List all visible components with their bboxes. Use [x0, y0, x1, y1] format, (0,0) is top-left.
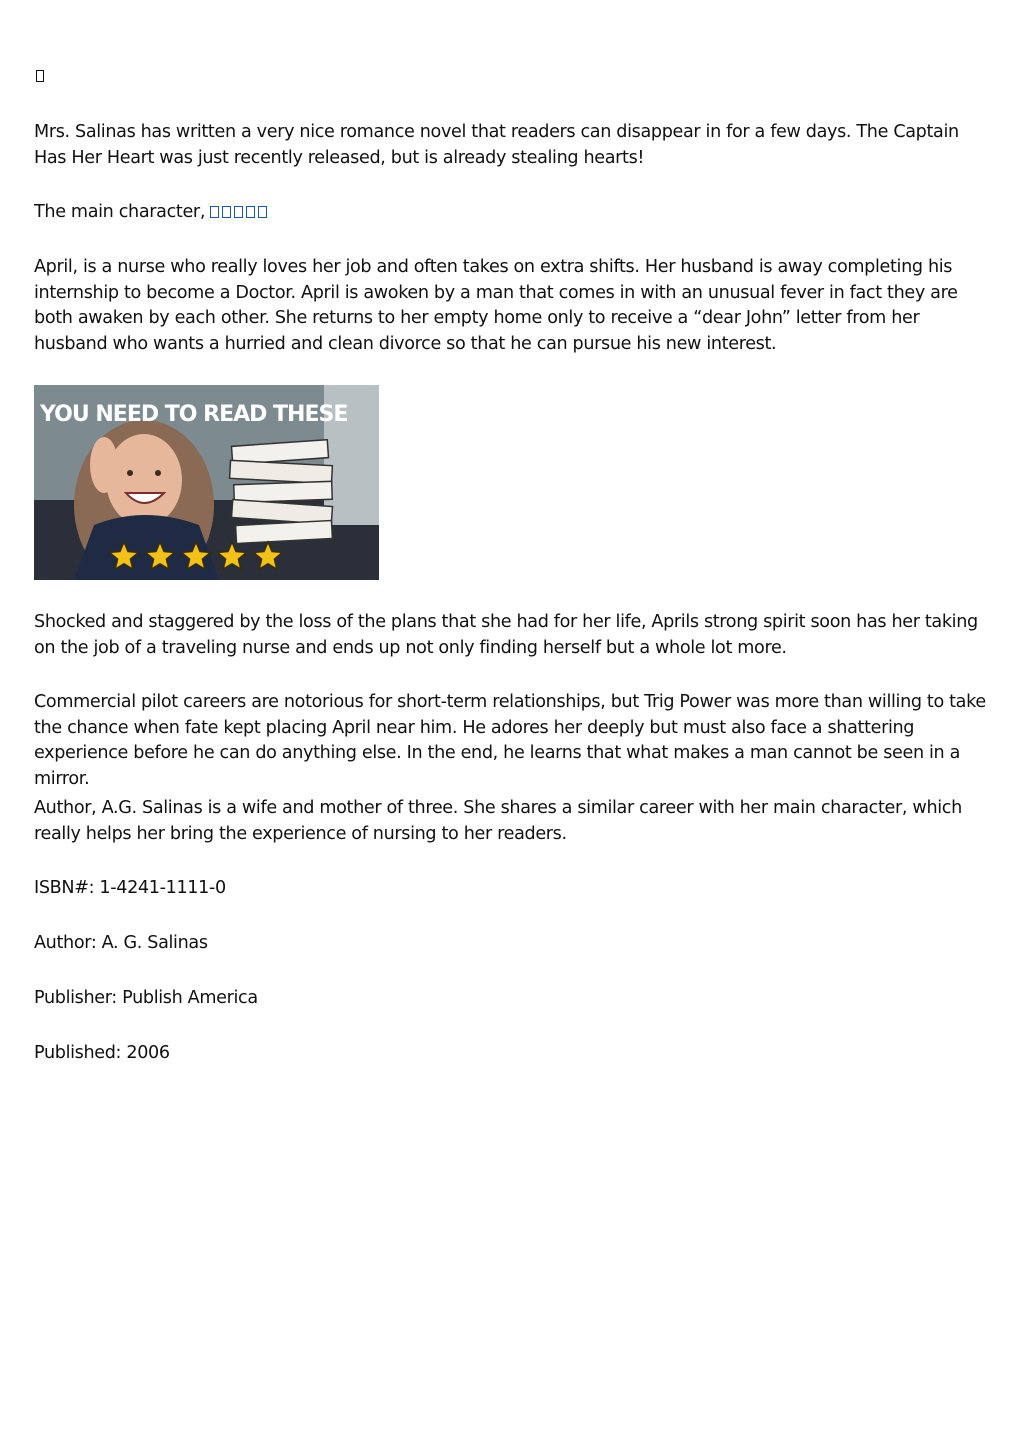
missing-glyph-icon — [234, 206, 243, 218]
main-character-link[interactable] — [210, 202, 270, 222]
april-paragraph: April, is a nurse who really loves her job and often takes on extra shifts. Her husband is away completing his internship to become a Doctor. April is awoken by a man that comes in with an unusual fever in fact they are both awaken by each other. She returns to her empty home only to receive a “dear John” letter from her husband who wants a hurried and clean divorce so that he can pursue his new interest. — [34, 257, 958, 354]
shocked-paragraph: Shocked and staggered by the loss of the plans that she had for her life, Aprils strong spirit soon has her taking on the job of a traveling nurse and ends up not only finding herself but a whole lot more. — [34, 612, 978, 658]
intro-paragraph: Mrs. Salinas has written a very nice romance novel that readers can disappear in for a few days. The Captain Has Her Heart was just recently released, but is already stealing hearts! — [34, 122, 959, 168]
hand-shape — [90, 437, 118, 493]
main-character-line — [34, 200, 994, 226]
main-character-prefix: The main character, — [34, 202, 211, 222]
book-thumbnail-image — [34, 385, 379, 580]
pilot-paragraph: Commercial pilot careers are notorious for short-term relationships, but Trig Power was more than willing to take the chance when fate kept placing April near him. He adores her deeply but must also face a shattering experience before he can do anything else. In the end, he learns that what makes a man cannot be seen in a mirror. — [34, 692, 986, 789]
missing-glyph-icon — [36, 70, 44, 82]
missing-glyph-icon — [258, 206, 267, 218]
missing-glyph-icon — [246, 206, 255, 218]
face-shape — [106, 434, 182, 526]
missing-glyph-icon — [222, 206, 231, 218]
missing-glyph-icon — [210, 206, 219, 218]
published-line: Published: 2006 — [34, 1043, 170, 1063]
author-line: Author: A. G. Salinas — [34, 933, 208, 953]
book-stack — [230, 440, 333, 544]
publisher-line: Publisher: Publish America — [34, 988, 258, 1008]
thumbnail-overlay-text: YOU NEED TO READ THESE — [40, 402, 348, 427]
thumbnail-illustration — [34, 385, 379, 580]
isbn-line: ISBN#: 1-4241-1111-0 — [34, 878, 226, 898]
author-bio-paragraph: Author, A.G. Salinas is a wife and mother of three. She shares a similar career with her main character, which really helps her bring the experience of nursing to her readers. — [34, 798, 962, 844]
